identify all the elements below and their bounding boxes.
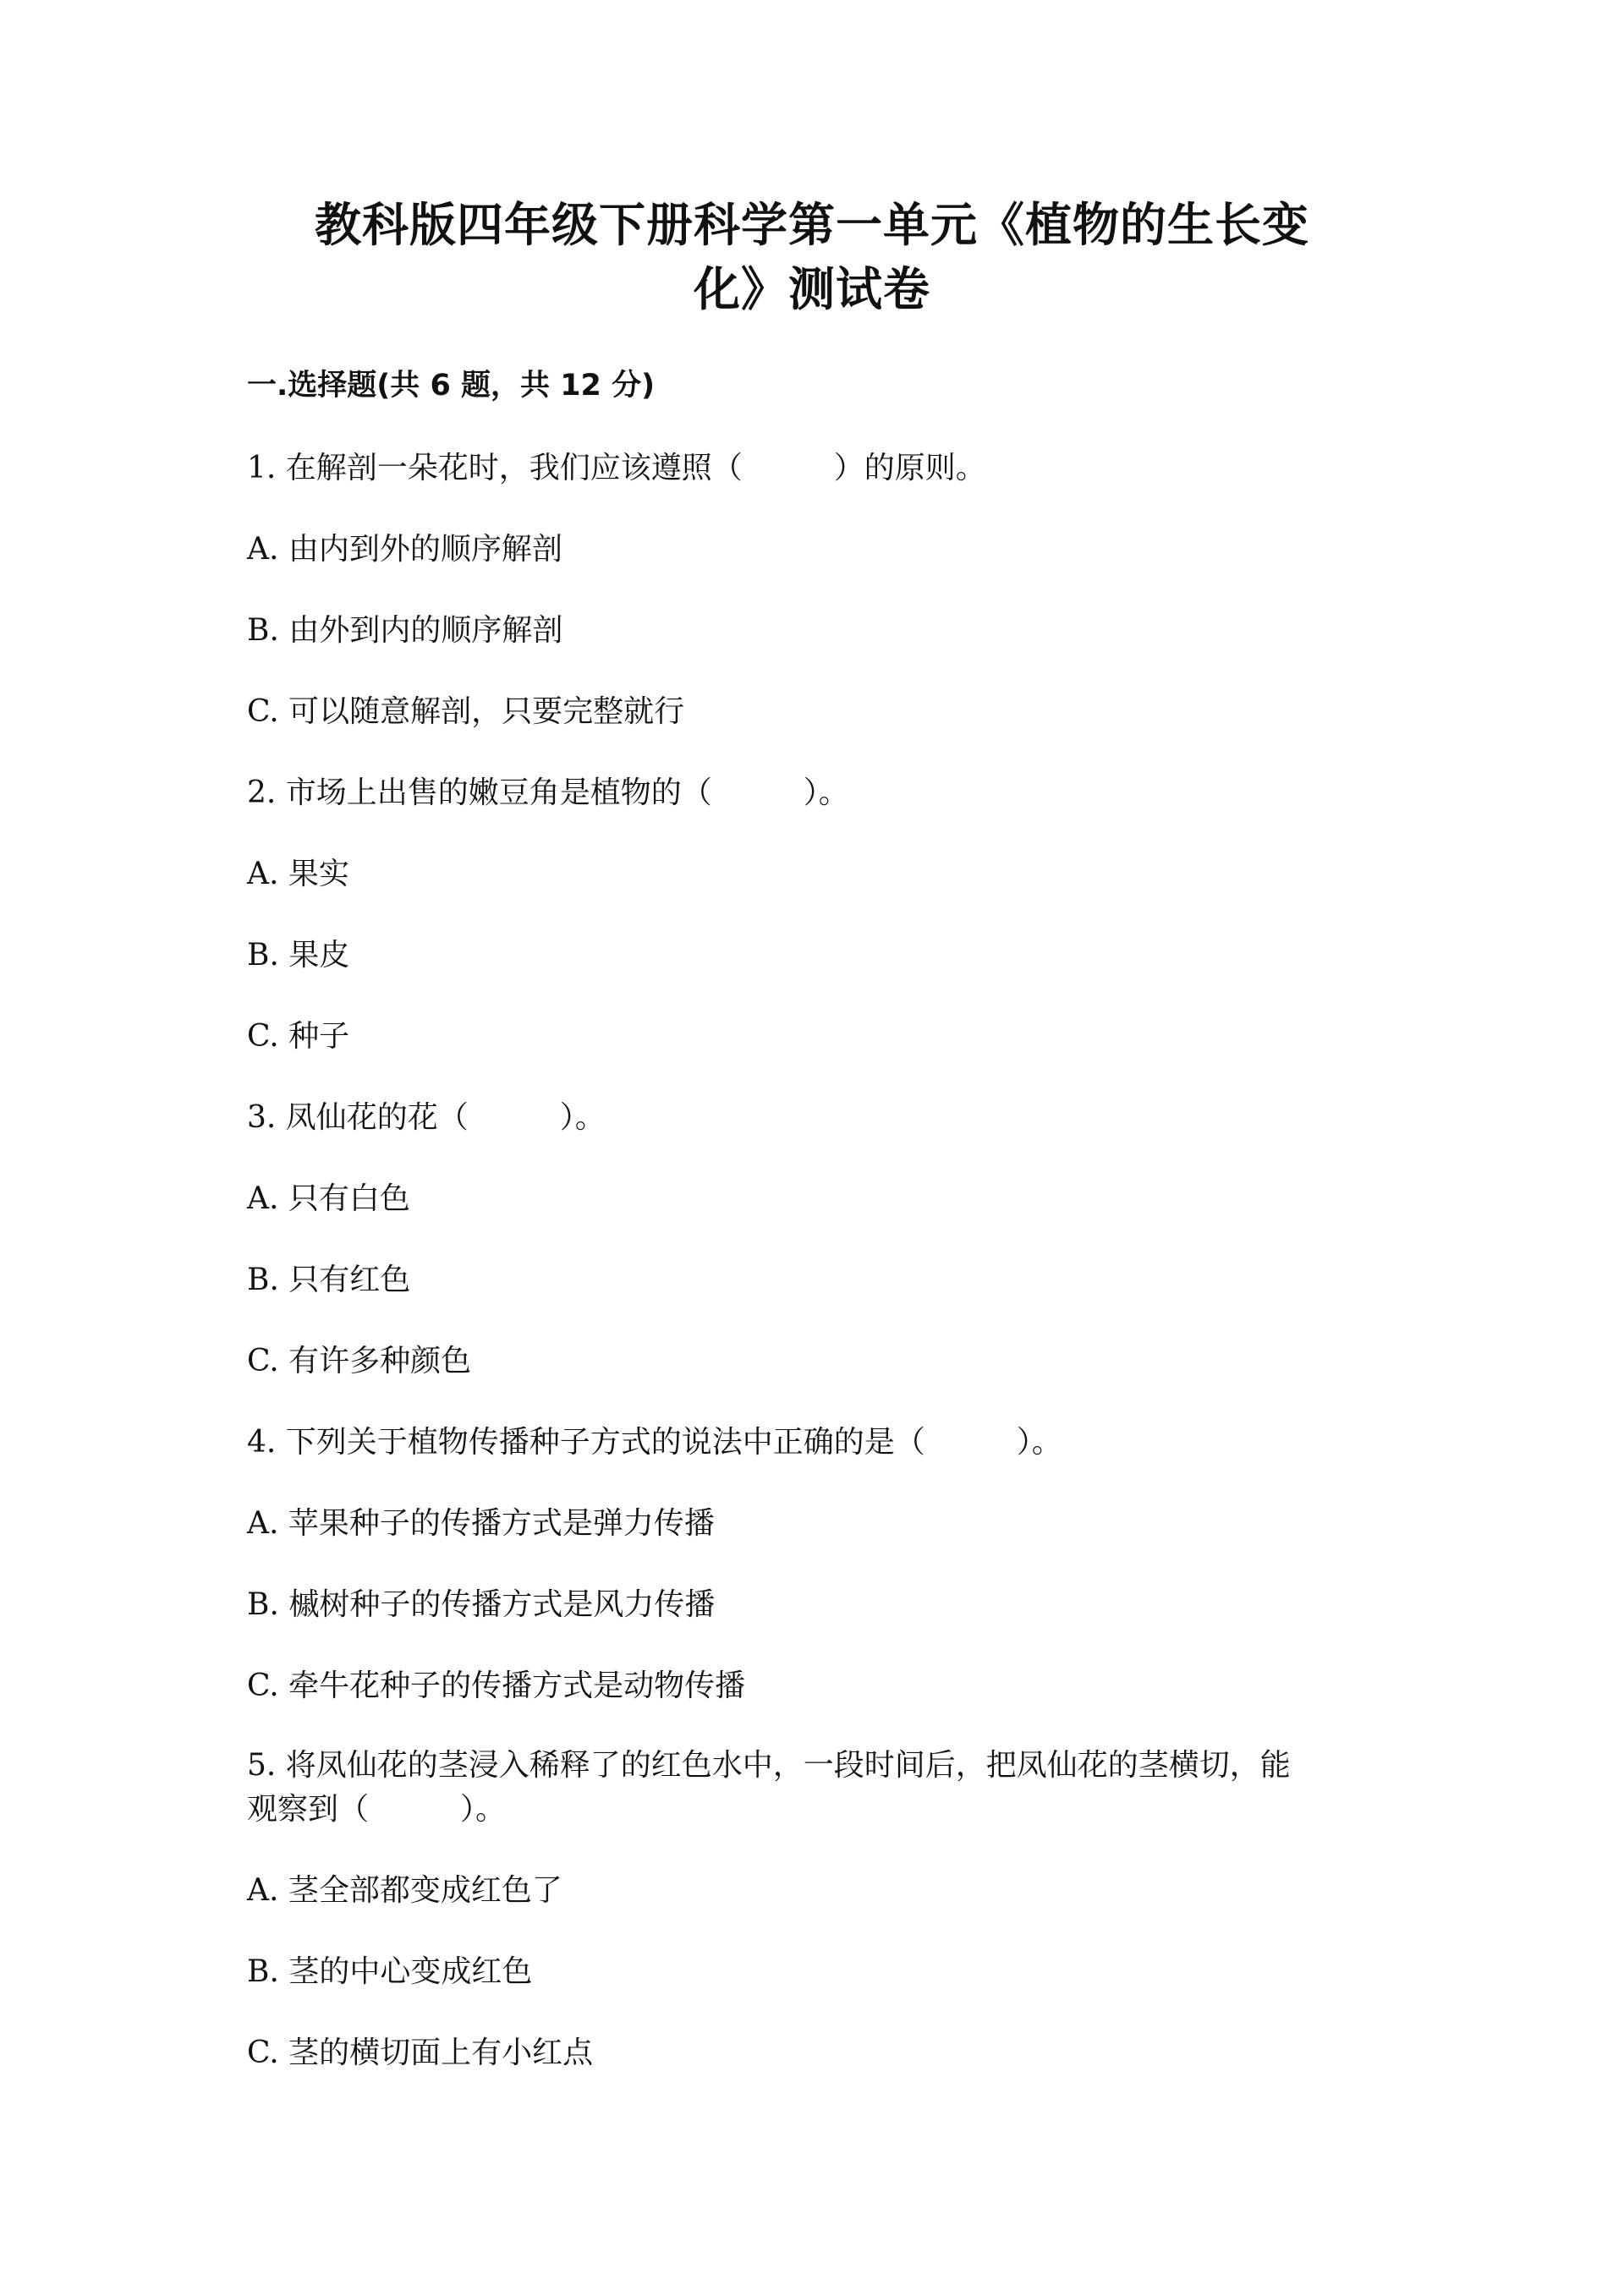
question-4-stem: 4. 下列关于植物传播种子方式的说法中正确的是（ ）。 — [247, 1425, 1062, 1460]
question-2-stem: 2. 市场上出售的嫩豆角是植物的（ ）。 — [247, 775, 849, 810]
question-5-option-b: B. 茎的中心变成红色 — [247, 1954, 533, 1989]
question-1-option-c: C. 可以随意解剖，只要完整就行 — [247, 694, 685, 729]
question-5-option-a: A. 茎全部都变成红色了 — [247, 1873, 562, 1908]
question-1-stem: 1. 在解剖一朵花时，我们应该遵照（ ）的原则。 — [247, 451, 986, 485]
question-5-stem-line-1: 5. 将凤仙花的茎浸入稀释了的红色水中，一段时间后，把凤仙花的茎横切，能 — [247, 1748, 1291, 1783]
title-line-2: 化》测试卷 — [693, 262, 930, 316]
question-1-option-b: B. 由外到内的顺序解剖 — [247, 613, 563, 648]
question-4-option-c: C. 牵牛花种子的传播方式是动物传播 — [247, 1669, 746, 1703]
document-title — [245, 193, 1379, 321]
title-line-1: 教科版四年级下册科学第一单元《植物的生长变 — [314, 198, 1309, 252]
question-3-option-c: C. 有许多种颜色 — [247, 1344, 472, 1378]
question-5-stem-line-2: 观察到（ ）。 — [247, 1792, 507, 1827]
question-2-option-a: A. 果实 — [247, 857, 349, 891]
question-5-option-c: C. 茎的横切面上有小红点 — [247, 2036, 594, 2070]
question-3-stem: 3. 凤仙花的花（ ）。 — [247, 1100, 606, 1135]
section-heading: 一.选择题(共 6 题，共 12 分) — [247, 369, 656, 403]
question-3-option-a: A. 只有白色 — [247, 1181, 410, 1216]
question-3-option-b: B. 只有红色 — [247, 1263, 411, 1297]
question-4-option-b: B. 槭树种子的传播方式是风力传播 — [247, 1587, 716, 1622]
question-4-option-a: A. 苹果种子的传播方式是弹力传播 — [247, 1506, 715, 1541]
question-2-option-b: B. 果皮 — [247, 938, 350, 973]
question-1-option-a: A. 由内到外的顺序解剖 — [247, 532, 562, 567]
question-2-option-c: C. 种子 — [247, 1019, 350, 1054]
